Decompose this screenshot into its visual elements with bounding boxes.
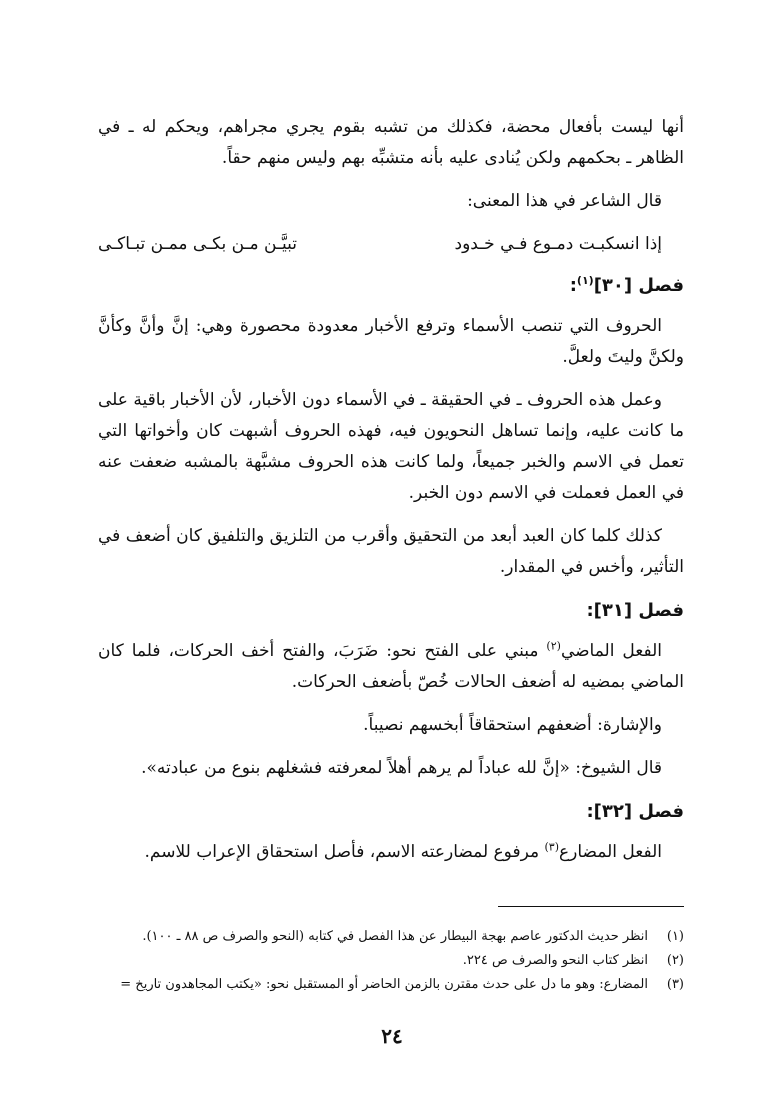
footnote-number: (١) (666, 929, 684, 944)
footnote-separator (498, 906, 684, 907)
verse-first-hemistich: إذا انسكبـت دمـوع فـي خـدود (454, 234, 662, 254)
footnote-ref-2: (٢) (546, 639, 561, 653)
poem-verse (98, 229, 662, 260)
paragraph-31-1-rest: مبني على الفتح نحو: ضَرَبَ، والفتح أخف الحركات، فلما كان الماضي بمضيه له أضعف الحالات خُصّ بأضعف الحركات. (98, 641, 684, 692)
heading-colon: : (569, 275, 577, 296)
paragraph-32-1-rest: مرفوع لمضارعته الاسم، فأصل استحقاق الإعراب للاسم. (144, 842, 545, 862)
paragraph-31-1-start: الفعل الماضي (560, 641, 662, 661)
section-heading-31: فصل [٣١]: (586, 600, 684, 621)
footnote-item (98, 973, 684, 997)
footnote-text: انظر كتاب النحو والصرف ص ٢٢٤. (462, 953, 648, 968)
paragraph-31-3: قال الشيوخ: «إنَّ لله عباداً لم يرهم أهلاً لمعرفته فشغلهم بنوع من عبادته». (141, 758, 662, 778)
footnotes (98, 925, 684, 997)
paragraph-30-2: وعمل هذه الحروف ـ في الحقيقة ـ في الأسماء دون الأخبار، لأن الأخبار باقية على ما كانت عليه، وإنما تساهل النحويون فيه، فهذه الحروف أشبهت كان وأخواتها التي تعمل في الاسم والخبر جميعاً، ولما كانت هذه الحروف مشبَّهة بالمشبه ضعفت عنه في العمل فعملت في الاسم دون الخبر. (98, 390, 684, 503)
section-heading-30-label: فصل [٣٠] (593, 275, 684, 296)
paragraph-30-3: كذلك كلما كان العبد أبعد من التحقيق وأقرب من التلزيق والتلفيق كان أضعف في التأثير، وأخس في المقدار. (98, 526, 684, 577)
footnote-number: (٣) (666, 977, 684, 992)
paragraph-31-2: والإشارة: أضعفهم استحقاقاً أبخسهم نصيباً. (363, 715, 662, 735)
footnote-ref-1: (١) (576, 274, 594, 287)
paragraph-32-1-start: الفعل المضارع (559, 842, 662, 862)
paragraph-poet-intro: قال الشاعر في هذا المعنى: (467, 191, 662, 211)
paragraph-31-1 (98, 636, 684, 698)
paragraph-32-1 (98, 837, 684, 868)
page-number: ٢٤ (381, 1024, 403, 1048)
footnote-text: انظر حديث الدكتور عاصم بهجة البيطار عن هذا الفصل في كتابه (النحو والصرف ص ٨٨ ـ ١٠٠). (142, 929, 648, 944)
footnote-item (98, 925, 684, 949)
footnote-ref-3: (٣) (544, 840, 559, 854)
footnote-text: المضارع: وهو ما دل على حدث مقترن بالزمن الحاضر أو المستقبل نحو: «يكتب المجاهدون تاريخ = (120, 977, 648, 992)
paragraph-intro: أنها ليست بأفعال محضة، فكذلك من تشبه بقوم يجري مجراهم، ويحكم له ـ في الظاهر ـ بحكمهم ولكن يُنادى عليه بأنه متشبِّه بهم وليس منهم حقاً. (98, 117, 684, 168)
footnote-number: (٢) (666, 953, 684, 968)
section-heading-30 (98, 270, 684, 301)
verse-second-hemistich: تبيَّـن مـن بكـى ممـن تبـاكـى (98, 234, 297, 254)
main-text (98, 112, 684, 880)
footnote-item (98, 949, 684, 973)
section-heading-32: فصل [٣٢]: (586, 801, 684, 822)
paragraph-30-1: الحروف التي تنصب الأسماء وترفع الأخبار معدودة محصورة وهي: إنَّ وأنَّ وكأنَّ ولكنَّ وليتَ ولعلَّ. (98, 316, 684, 367)
